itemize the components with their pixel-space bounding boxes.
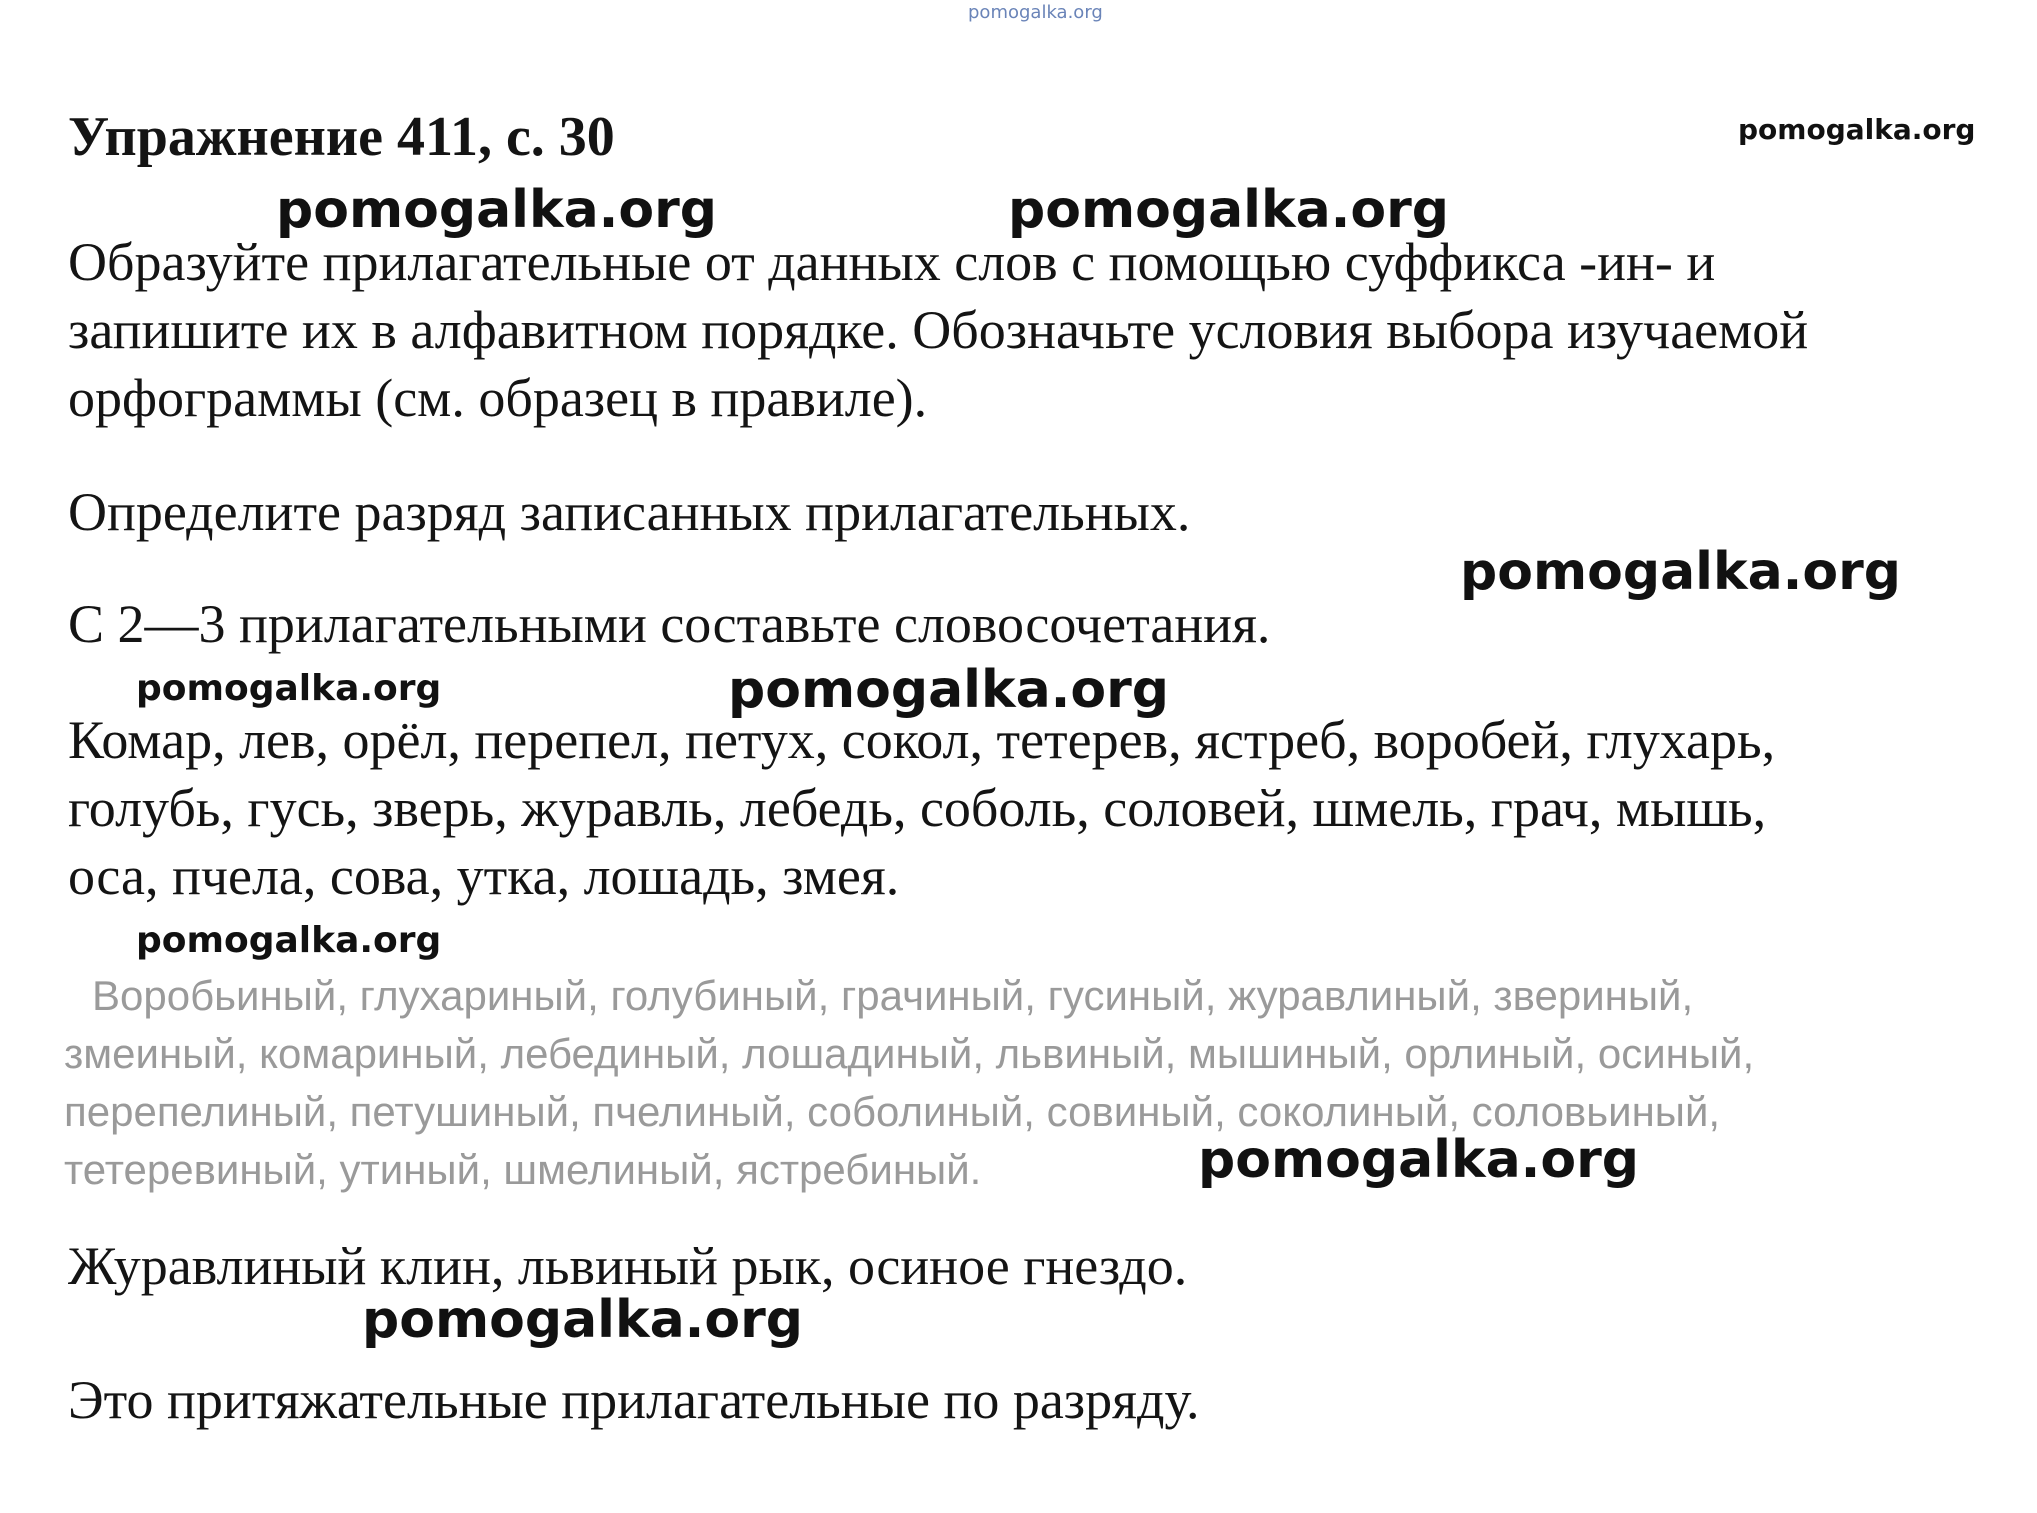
task-line: запишите их в алфавитном порядке. Обозначьте условия выбора изучаемой <box>68 300 1809 360</box>
watermark: pomogalka.org <box>276 180 718 240</box>
task-classify: Определите разряд записанных прилагательных. <box>68 482 1191 542</box>
word-list-line: голубь, гусь, зверь, журавль, лебедь, соболь, соловей, шмель, грач, мышь, <box>68 778 1767 838</box>
word-list-line: Комар, лев, орёл, перепел, петух, сокол, тетерев, ястреб, воробей, глухарь, <box>68 710 1776 770</box>
answer-line: перепелиный, петушиный, пчелиный, соболиный, совиный, соколиный, соловьиный, <box>64 1088 1721 1135</box>
answer-block <box>64 967 1992 1199</box>
answer-line: Воробьиный, глухариный, голубиный, грачиный, гусиный, журавлиный, звериный, <box>92 972 1694 1019</box>
word-list-line: оса, пчела, сова, утка, лошадь, змея. <box>68 846 900 906</box>
word-list <box>68 706 1988 910</box>
task-phrases: С 2—3 прилагательными составьте словосочетания. <box>68 594 1271 654</box>
watermark: pomogalka.org <box>1198 1130 1640 1190</box>
watermark: pomogalka.org <box>136 668 442 709</box>
task-line: Образуйте прилагательные от данных слов с помощью суффикса -ин- и <box>68 232 1716 292</box>
watermark: pomogalka.org <box>1460 542 1902 602</box>
watermark: pomogalka.org <box>728 660 1170 720</box>
watermark-top: pomogalka.org <box>968 2 1103 23</box>
watermark: pomogalka.org <box>1738 113 1976 146</box>
watermark: pomogalka.org <box>136 920 442 961</box>
watermark: pomogalka.org <box>362 1290 804 1350</box>
conclusion: Это притяжательные прилагательные по разряду. <box>68 1370 1200 1430</box>
answer-line: тетеревиный, утиный, шмелиный, ястребиный. <box>64 1146 982 1193</box>
task-line: орфограммы (см. образец в правиле). <box>68 368 928 428</box>
exercise-title: Упражнение 411, с. 30 <box>68 106 615 168</box>
answer-line: змеиный, комариный, лебединый, лошадиный, львиный, мышиный, орлиный, осиный, <box>64 1030 1755 1077</box>
task-instruction <box>68 228 1988 432</box>
watermark: pomogalka.org <box>1008 180 1450 240</box>
example-phrases: Журавлиный клин, львиный рык, осиное гнездо. <box>68 1236 1188 1296</box>
